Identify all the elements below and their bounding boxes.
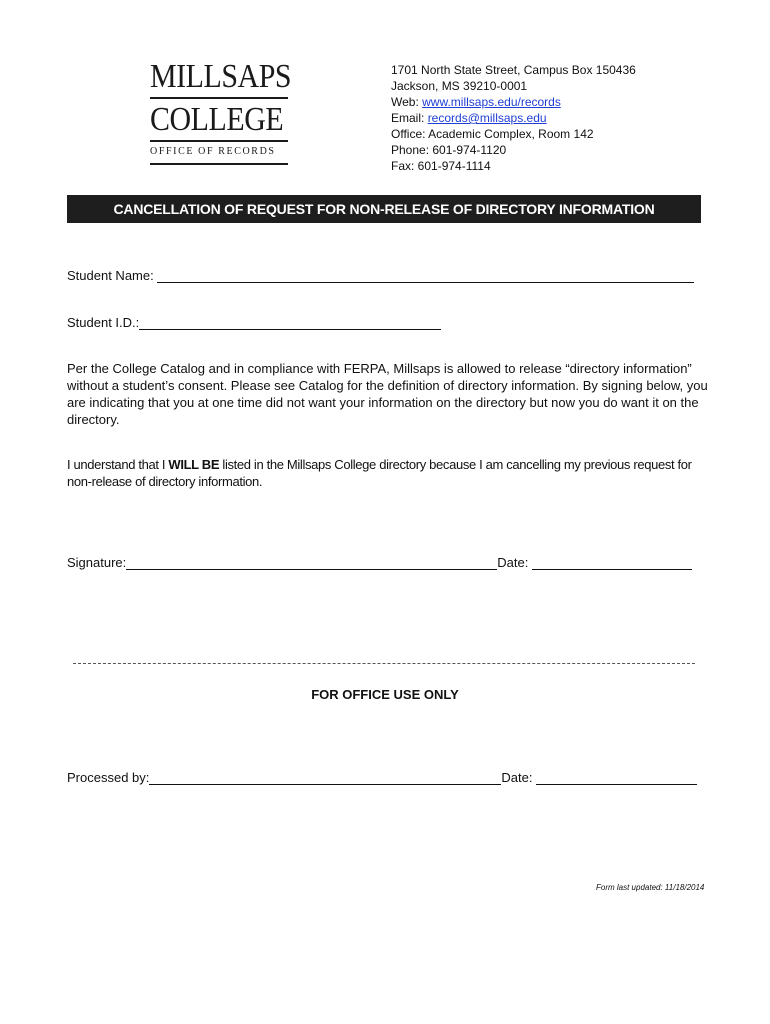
web-line bbox=[391, 94, 636, 110]
form-title: CANCELLATION OF REQUEST FOR NON-RELEASE OF DIRECTORY INFORMATION bbox=[113, 201, 655, 217]
signature-row bbox=[67, 555, 692, 570]
office-location: Office: Academic Complex, Room 142 bbox=[391, 127, 594, 141]
understand-paragraph bbox=[67, 456, 717, 490]
office-use-heading: FOR OFFICE USE ONLY bbox=[311, 687, 459, 702]
logo-subtitle: OFFICE OF RECORDS bbox=[150, 146, 276, 157]
college-logo bbox=[150, 60, 290, 165]
student-name-field[interactable] bbox=[157, 268, 694, 283]
email-line bbox=[391, 110, 636, 126]
student-id-field[interactable] bbox=[139, 315, 441, 330]
processed-by-field[interactable] bbox=[149, 770, 501, 785]
city-address: Jackson, MS 39210-0001 bbox=[391, 79, 528, 93]
cut-line-divider bbox=[73, 663, 695, 664]
logo-rule bbox=[150, 97, 288, 99]
signature-date-field[interactable] bbox=[532, 555, 692, 570]
processed-date-field[interactable] bbox=[536, 770, 697, 785]
logo-rule bbox=[150, 163, 288, 165]
student-name-label: Student Name: bbox=[67, 268, 154, 283]
web-label: Web: bbox=[391, 95, 423, 109]
signature-label: Signature: bbox=[67, 555, 127, 570]
processed-row bbox=[67, 770, 697, 785]
form-title-bar bbox=[67, 195, 701, 223]
student-id-label: Student I.D.: bbox=[67, 315, 140, 330]
understand-text-pre: I understand that I bbox=[67, 457, 169, 472]
student-id-row bbox=[67, 315, 441, 330]
logo-line-2: COLLEGE bbox=[150, 101, 284, 138]
contact-block bbox=[391, 62, 636, 174]
signature-field[interactable] bbox=[126, 555, 497, 570]
logo-rule bbox=[150, 140, 288, 142]
logo-line-1: MILLSAPS bbox=[150, 58, 292, 95]
student-name-row bbox=[67, 268, 694, 283]
ferpa-paragraph: Per the College Catalog and in compliance with FERPA, Millsaps is allowed to release “directory information” without a student’s consent. Please see Catalog for the definition of directory information. By signing below, you are indicating that you at one time did not want your information on the directory but now you do want it on the directory. bbox=[67, 361, 708, 427]
web-link[interactable]: www.millsaps.edu/records bbox=[422, 95, 561, 109]
phone-number: Phone: 601-974-1120 bbox=[391, 143, 507, 157]
processed-date-label: Date: bbox=[501, 770, 533, 785]
form-updated-note: Form last updated: 11/18/2014 bbox=[596, 883, 705, 892]
understand-text-post: listed in the Millsaps College directory because I am cancelling my previous request for non-release of directory information. bbox=[67, 457, 692, 489]
email-label: Email: bbox=[391, 111, 428, 125]
street-address: 1701 North State Street, Campus Box 150436 bbox=[391, 63, 636, 77]
processed-by-label: Processed by: bbox=[67, 770, 150, 785]
will-be-emphasis: WILL BE bbox=[168, 457, 220, 472]
fax-number: Fax: 601-974-1114 bbox=[391, 159, 491, 173]
email-link[interactable]: records@millsaps.edu bbox=[427, 111, 547, 125]
signature-date-label: Date: bbox=[497, 555, 529, 570]
